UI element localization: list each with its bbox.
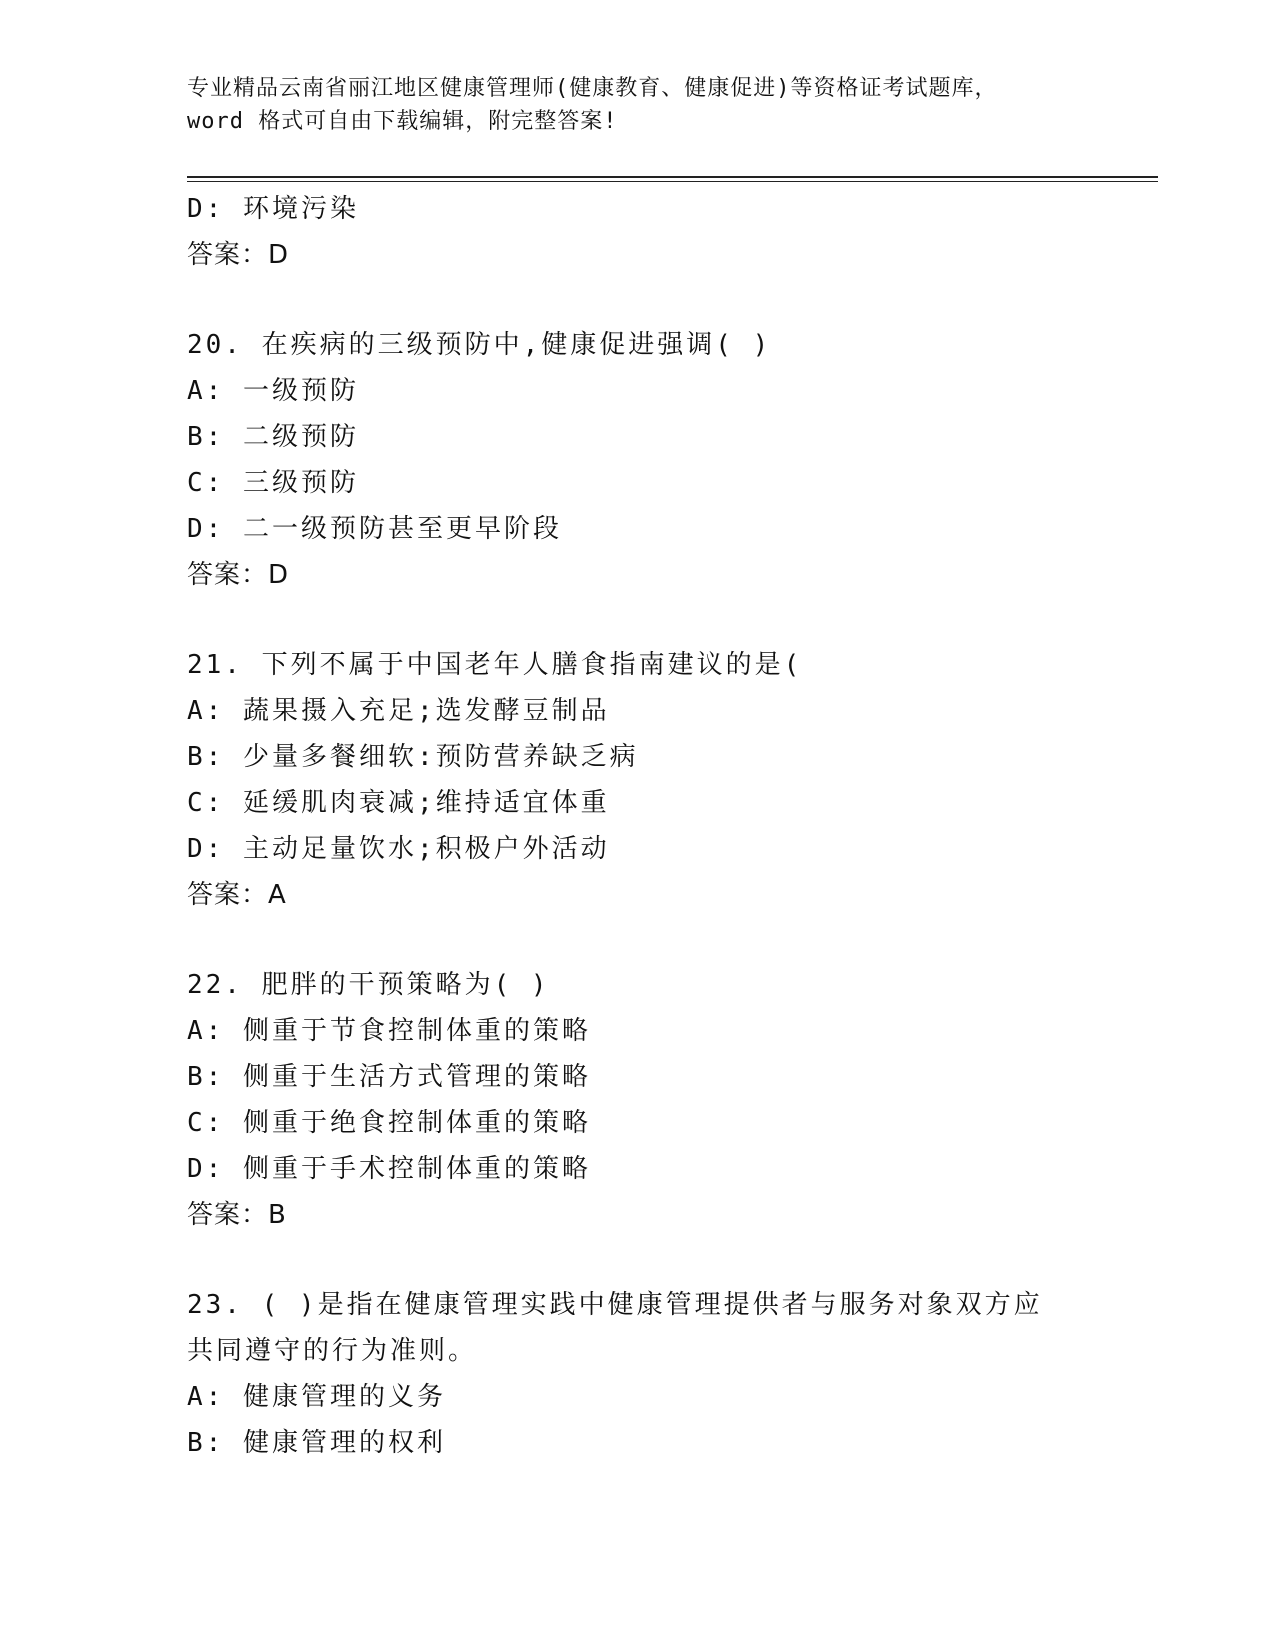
answer: 答案：B xyxy=(187,1200,287,1230)
option-b: B: 少量多餐细软:预防营养缺乏病 xyxy=(187,742,639,772)
header-divider-thick xyxy=(187,176,1158,178)
question-21 xyxy=(187,642,1127,918)
question-19 xyxy=(187,186,1127,278)
header-divider-thin xyxy=(187,181,1158,182)
option-d: D: 侧重于手术控制体重的策略 xyxy=(187,1154,591,1184)
option-d: D: 环境污染 xyxy=(187,194,359,224)
option-a: A: 侧重于节食控制体重的策略 xyxy=(187,1016,591,1046)
answer: 答案：D xyxy=(187,560,290,590)
option-b: B: 二级预防 xyxy=(187,422,359,452)
question-20 xyxy=(187,322,1127,598)
spacer xyxy=(187,278,1127,322)
header-line-1: 专业精品云南省丽江地区健康管理师(健康教育、健康促进)等资格证考试题库， xyxy=(187,76,998,101)
question-stem: 22. 肥胖的干预策略为( ) xyxy=(187,970,550,1000)
option-a: A: 蔬果摄入充足;选发酵豆制品 xyxy=(187,696,610,726)
spacer xyxy=(187,918,1127,962)
question-list xyxy=(187,186,1127,1466)
option-c: C: 侧重于绝食控制体重的策略 xyxy=(187,1108,591,1138)
question-23 xyxy=(187,1282,1127,1466)
option-b: B: 健康管理的权利 xyxy=(187,1428,446,1458)
document-header xyxy=(187,72,1087,138)
spacer xyxy=(187,598,1127,642)
option-c: C: 延缓肌肉衰减;维持适宜体重 xyxy=(187,788,610,818)
question-stem: 21. 下列不属于中国老年人膳食指南建议的是( xyxy=(187,650,803,680)
question-stem-line-1: 23. ( )是指在健康管理实践中健康管理提供者与服务对象双方应 xyxy=(187,1290,1043,1320)
option-d: D: 主动足量饮水;积极户外活动 xyxy=(187,834,610,864)
question-stem-line-2: 共同遵守的行为准则。 xyxy=(187,1336,478,1366)
option-c: C: 三级预防 xyxy=(187,468,359,498)
answer: 答案：D xyxy=(187,240,290,270)
answer: 答案：A xyxy=(187,880,287,910)
option-b: B: 侧重于生活方式管理的策略 xyxy=(187,1062,591,1092)
option-a: A: 健康管理的义务 xyxy=(187,1382,446,1412)
question-stem: 20. 在疾病的三级预防中,健康促进强调( ) xyxy=(187,330,772,360)
header-line-2: word 格式可自由下载编辑，附完整答案! xyxy=(187,109,618,134)
option-a: A: 一级预防 xyxy=(187,376,359,406)
option-d: D: 二一级预防甚至更早阶段 xyxy=(187,514,562,544)
spacer xyxy=(187,1238,1127,1282)
question-22 xyxy=(187,962,1127,1238)
